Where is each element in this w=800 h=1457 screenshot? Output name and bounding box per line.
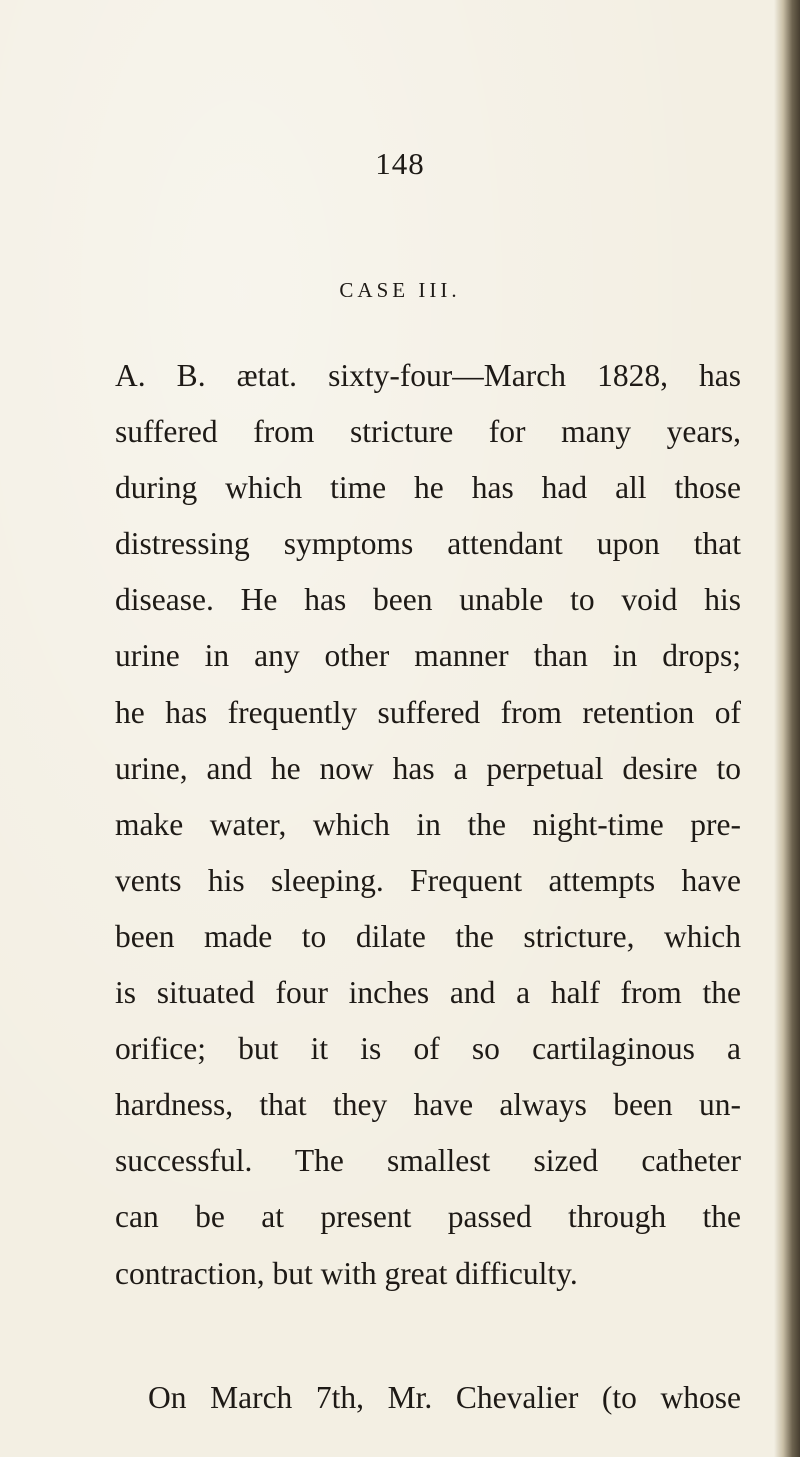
text-line: is situated four inches and a half from the <box>115 975 741 1011</box>
page-edge-shadow <box>774 0 800 1457</box>
text-line: been made to dilate the stricture, which <box>115 918 741 954</box>
paragraph-gap <box>115 1302 741 1370</box>
text-line: contraction, but with great difficulty. <box>115 1255 578 1291</box>
text-line: he has frequently suffered from retention of <box>115 694 741 730</box>
text-line: urine in any other manner than in drops; <box>115 638 741 674</box>
text-line: hardness, that they have always been un- <box>115 1087 741 1123</box>
text-line: disease. He has been unable to void his <box>115 582 741 618</box>
text-line: distressing symptoms attendant upon that <box>115 526 741 562</box>
text-line: orifice; but it is of so cartilaginous a <box>115 1031 741 1067</box>
text-line: make water, which in the night-time pre- <box>115 806 741 842</box>
text-line: urine, and he now has a perpetual desire to <box>115 750 741 786</box>
text-line: A. B. ætat. sixty-four—March 1828, has <box>115 358 741 393</box>
text-line: vents his sleeping. Frequent attempts have <box>115 862 741 898</box>
page-number: 148 <box>375 146 425 181</box>
text-line: during which time he has had all those <box>115 470 741 506</box>
body-text <box>115 348 741 1426</box>
text-line: On March 7th, Mr. Chevalier (to whose <box>148 1379 741 1415</box>
text-line: can be at present passed through the <box>115 1199 741 1235</box>
text-line: successful. The smallest sized catheter <box>115 1143 741 1179</box>
text-line: suffered from stricture for many years, <box>115 414 741 450</box>
section-heading: CASE III. <box>339 278 461 302</box>
